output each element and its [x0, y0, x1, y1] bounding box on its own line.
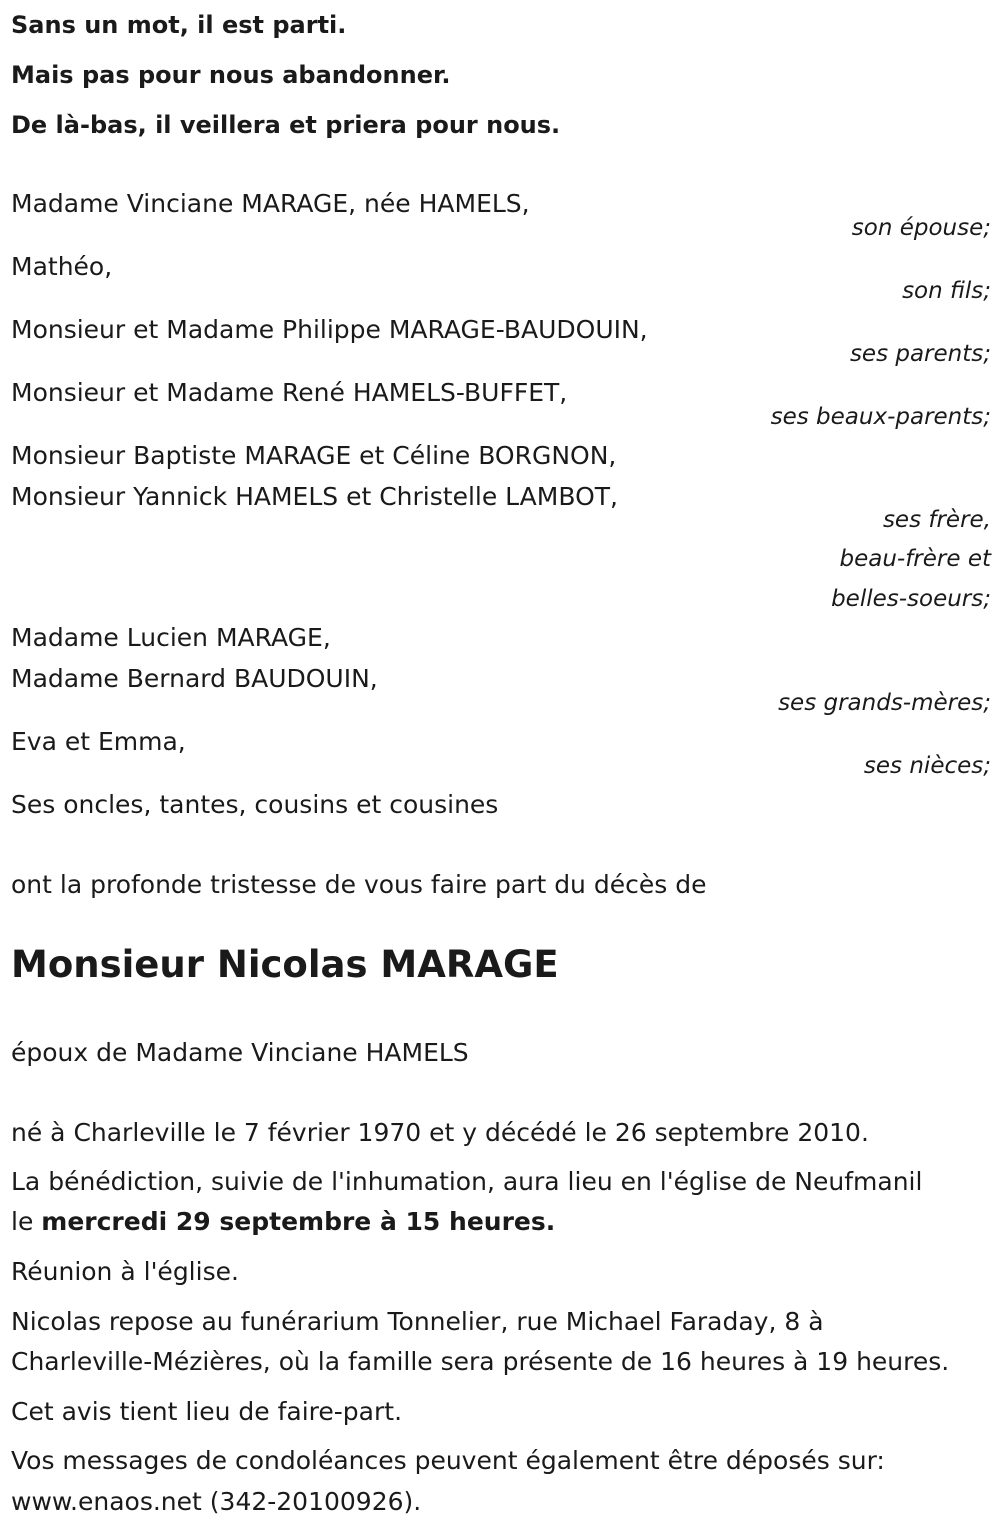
funeral-home-line-2: Charleville-Mézières, où la famille sera présente de 16 heures à 19 heures.: [11, 1347, 950, 1376]
family-nieces: Eva et Emma,: [11, 727, 186, 756]
family-sibling-2: Monsieur Yannick HAMELS et Christelle LAMBOT,: [11, 482, 618, 511]
notice: Cet avis tient lieu de faire-part.: [11, 1397, 403, 1426]
condolences-line-2: www.enaos.net (342-20100926).: [11, 1487, 422, 1516]
verse-line-2: Mais pas pour nous abandonner.: [11, 61, 451, 89]
family-parents: Monsieur et Madame Philippe MARAGE-BAUDOUIN,: [11, 315, 648, 344]
condolences-line-1: Vos messages de condoléances peuvent également être déposés sur:: [11, 1446, 885, 1475]
ceremony-line-1: La bénédiction, suivie de l'inhumation, aura lieu en l'église de Neufmanil: [11, 1167, 923, 1196]
family-grandmother-2: Madame Bernard BAUDOUIN,: [11, 664, 378, 693]
family-wife: Madame Vinciane MARAGE, née HAMELS,: [11, 189, 530, 218]
relation-nieces: ses nièces;: [863, 753, 991, 779]
ceremony-line-2: [11, 1206, 555, 1238]
relation-grandmothers: ses grands-mères;: [778, 690, 991, 716]
ceremony-datetime: mercredi 29 septembre à 15 heures.: [41, 1207, 556, 1236]
verse-line-1: Sans un mot, il est parti.: [11, 11, 347, 39]
ceremony-prefix: le: [11, 1207, 42, 1236]
announcement: ont la profonde tristesse de vous faire part du décès de: [11, 870, 707, 899]
relation-siblings-1: ses frère,: [882, 507, 991, 533]
relation-son: son fils;: [902, 278, 991, 304]
birth-death: né à Charleville le 7 février 1970 et y décédé le 26 septembre 2010.: [11, 1118, 869, 1147]
family-others: Ses oncles, tantes, cousins et cousines: [11, 790, 499, 819]
relation-wife: son épouse;: [851, 215, 991, 241]
deceased-name: Monsieur Nicolas MARAGE: [11, 943, 559, 986]
family-grandmother-1: Madame Lucien MARAGE,: [11, 623, 331, 652]
verse-line-3: De là-bas, il veillera et priera pour nous.: [11, 111, 561, 139]
relation-siblings-2: beau-frère et: [839, 546, 991, 572]
funeral-home-line-1: Nicolas repose au funérarium Tonnelier, rue Michael Faraday, 8 à: [11, 1307, 824, 1336]
obituary-notice: [11, 0, 991, 1536]
spouse-line: époux de Madame Vinciane HAMELS: [11, 1038, 469, 1067]
relation-siblings-3: belles-soeurs;: [831, 586, 991, 612]
family-sibling-1: Monsieur Baptiste MARAGE et Céline BORGNON,: [11, 441, 617, 470]
gathering: Réunion à l'église.: [11, 1257, 239, 1286]
relation-in-laws: ses beaux-parents;: [770, 404, 991, 430]
family-in-laws: Monsieur et Madame René HAMELS-BUFFET,: [11, 378, 568, 407]
family-son: Mathéo,: [11, 252, 113, 281]
relation-parents: ses parents;: [849, 341, 991, 367]
